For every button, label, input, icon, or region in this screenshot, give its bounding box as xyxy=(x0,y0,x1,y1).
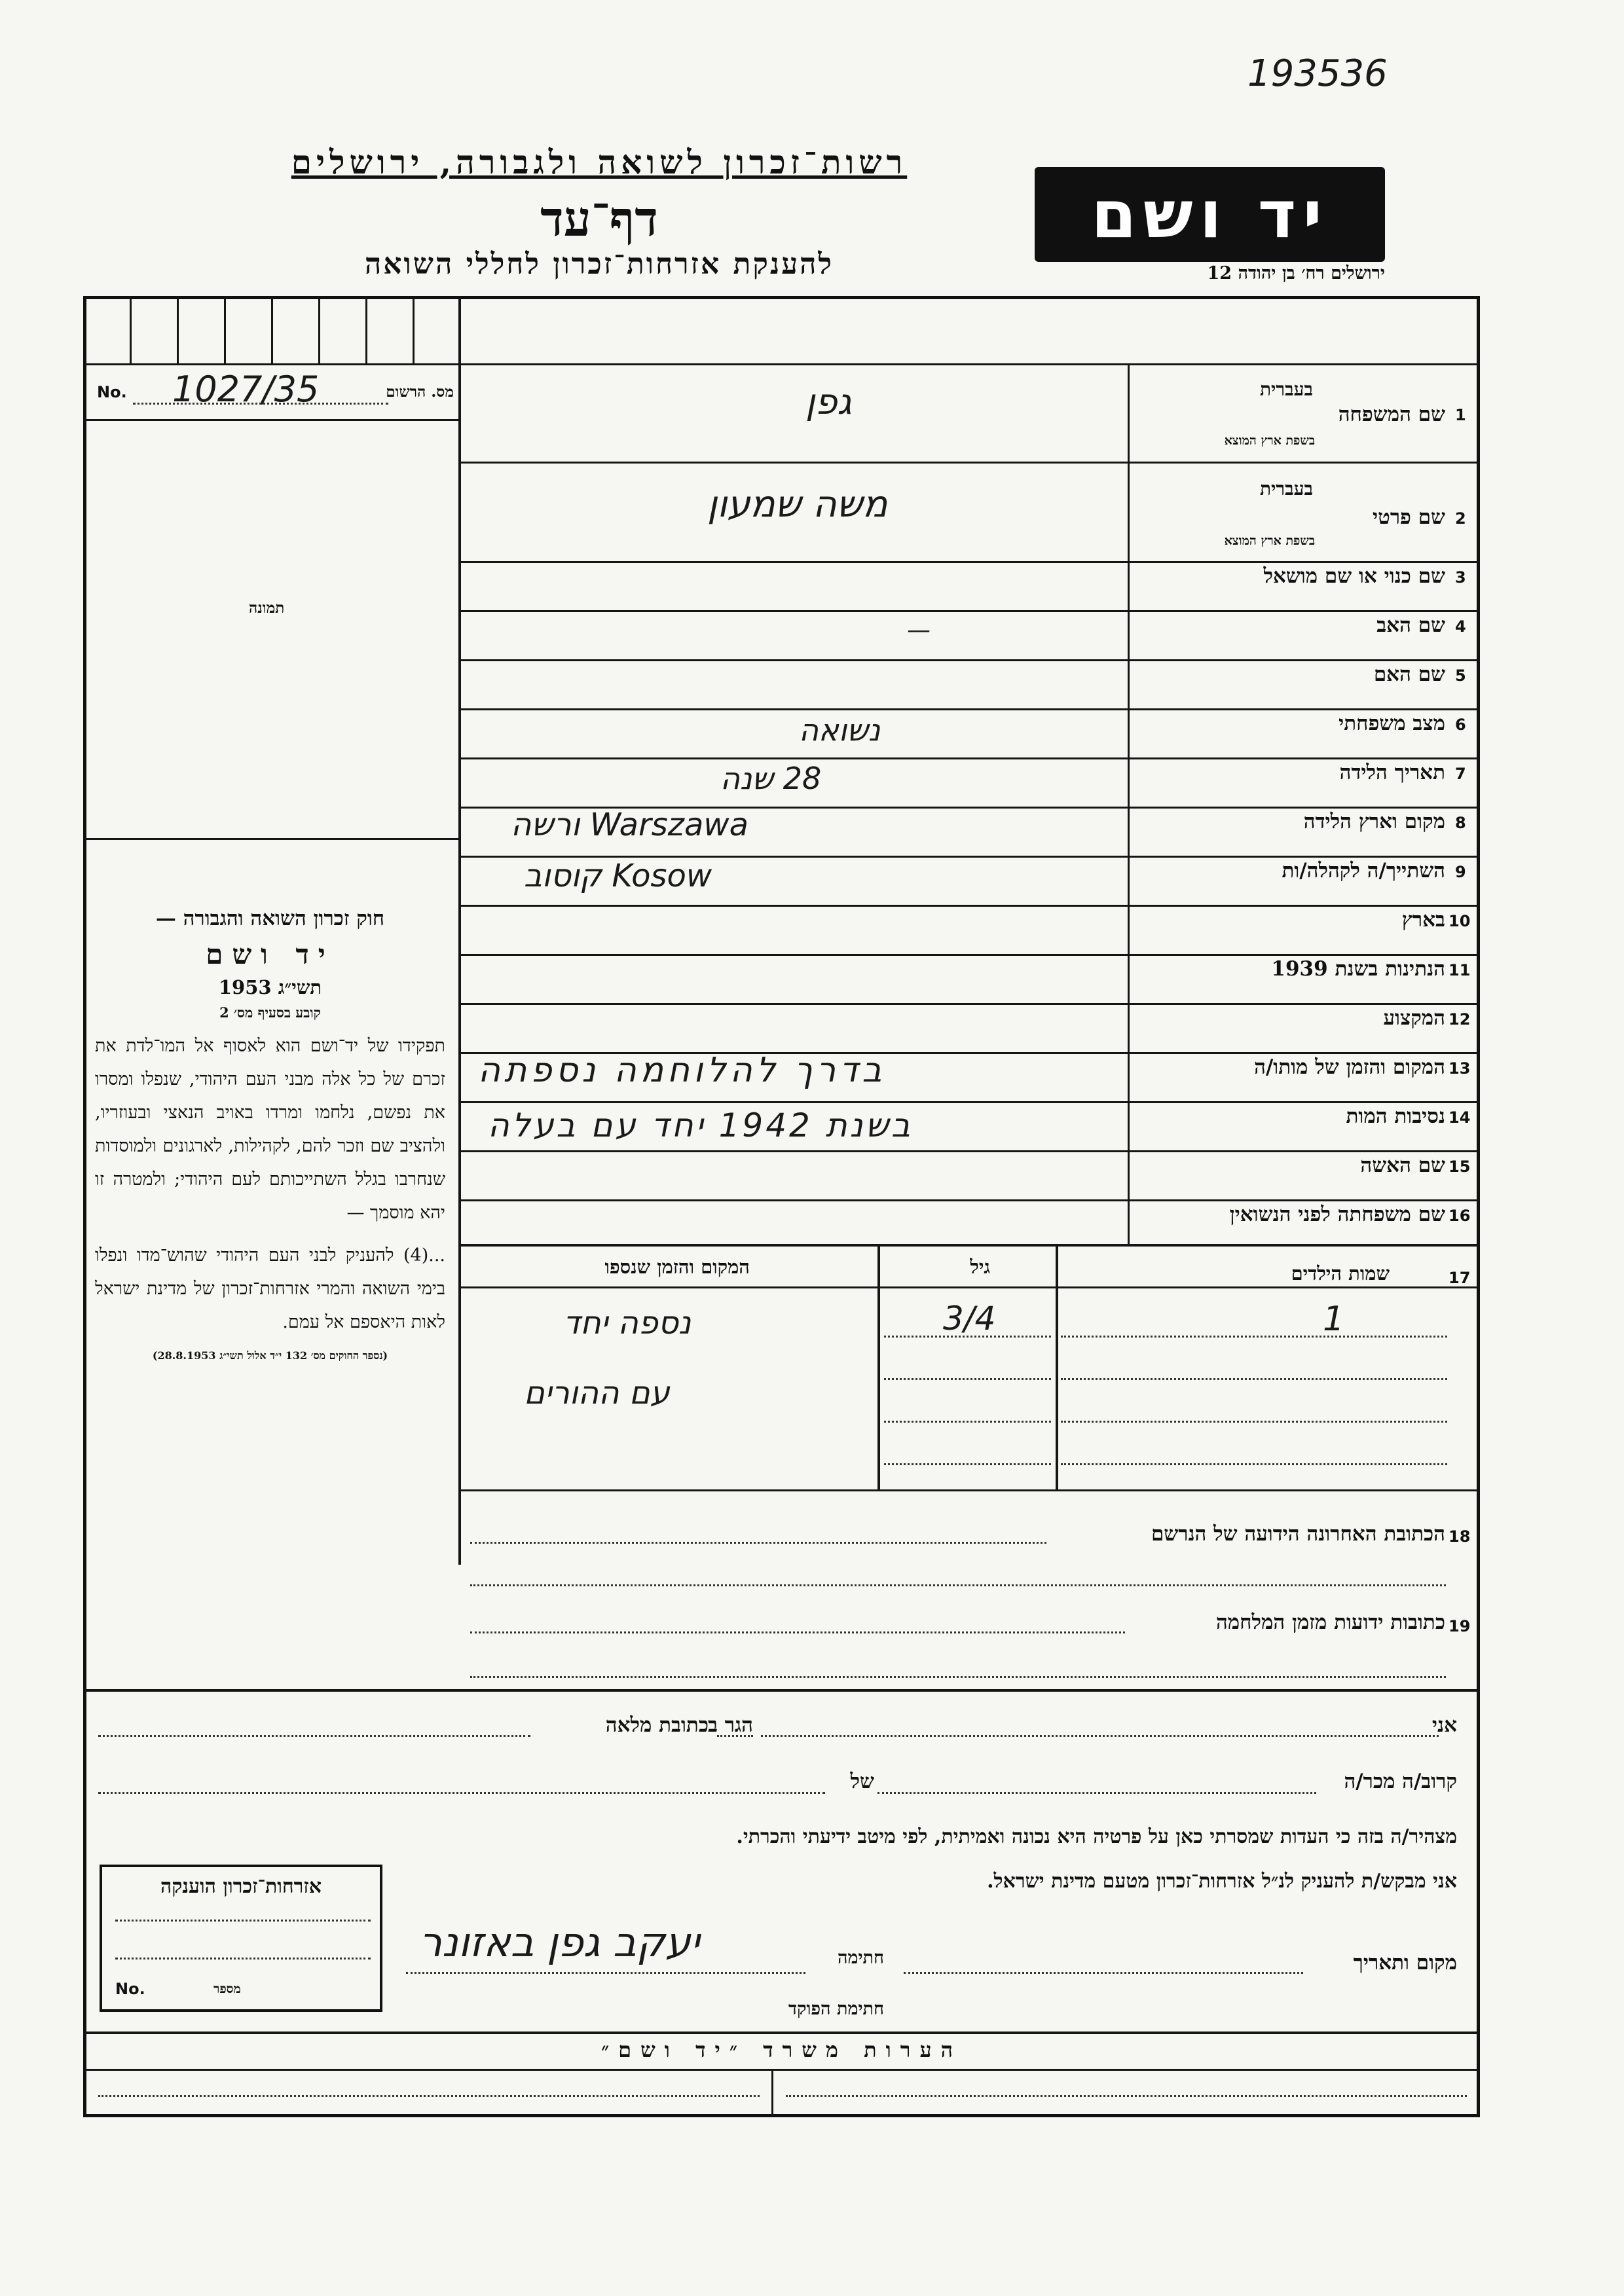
form-title: דף־עד xyxy=(540,191,658,247)
law-title: חוק זכרון השואה והגבורה — xyxy=(155,907,385,930)
registration-number xyxy=(97,369,454,412)
law-reference: (נספר החוקים מס׳ 132 י״ד אלול תשי״ג 28.8.1953) xyxy=(152,1349,388,1362)
authority-title: רשות־זכרון לשואה ולגבורה, ירושלים xyxy=(291,143,908,181)
family-name-value: גפן xyxy=(805,381,852,422)
field-label: שם משפחתה לפני הנשואין xyxy=(1229,1203,1445,1226)
declaration-statement-2: אני מבקש/ת להעניק לנ״ל אזרחות־זכרון מטעם מדינת ישראל. xyxy=(987,1870,1457,1893)
photo-label: תמונה xyxy=(249,599,285,617)
field-label: בארץ xyxy=(1401,908,1445,932)
child-age-value: 3/4 xyxy=(943,1300,996,1338)
law-name: יד ושם xyxy=(206,938,335,970)
form-subtitle: להענקת אזרחות־זכרון לחללי השואה xyxy=(364,247,834,281)
field-label: מקום וארץ הלידה xyxy=(1303,810,1445,833)
field-number: 12 xyxy=(1449,1010,1471,1029)
field-number: 6 xyxy=(1455,716,1466,734)
field-number: 11 xyxy=(1449,961,1471,979)
citizenship-box-no: No. xyxy=(115,1980,145,1998)
law-text xyxy=(95,907,445,1362)
field-number: 3 xyxy=(1455,568,1466,587)
field-label: שם האם xyxy=(1373,663,1445,686)
field-number: 2 xyxy=(1455,509,1466,528)
father-name-value: — xyxy=(907,617,931,644)
registration-no-label: No. xyxy=(97,383,127,401)
field-label: מצב משפחתי xyxy=(1338,712,1445,735)
community-value: קוסוב Kosow xyxy=(524,858,712,894)
logo-text: יד ושם xyxy=(1091,176,1329,253)
death-place-value: בדרך להלוחמה נספתה xyxy=(478,1051,886,1090)
archive-number: 193536 xyxy=(1247,52,1388,95)
field-label: השתייך/ה לקהלה/ות xyxy=(1282,859,1445,883)
declaration-full-address: כתובת מלאה xyxy=(605,1713,709,1737)
field-number: 16 xyxy=(1449,1207,1471,1225)
law-year: תשי״ג 1953 xyxy=(218,976,322,998)
field-label: המקום והזמן של מותו/ה xyxy=(1254,1055,1445,1079)
law-paragraph-1: תפקידו של יד־ושם הוא לאסוף אל המו־לדת את זכרם של כל אלה מבני העם היהודי, שנפלו ומסרו את נפשם, נלחמו ומרדו באויב הנאצי ובעוזריו, ולהציב שם וזכר להם, לקהילות, לארגונים ולמוסדות שנחרבו בגלל השתייכותם לעם היהודי; ולמטרה זו יהא מוסמך — xyxy=(95,1036,445,1223)
field-number: 8 xyxy=(1455,814,1466,832)
field-number: 18 xyxy=(1449,1527,1471,1546)
field-number: 5 xyxy=(1455,666,1466,685)
field-label: שם האב xyxy=(1376,613,1445,637)
children-names-header: שמות הילדים xyxy=(1291,1262,1390,1285)
children-age-header: גיל xyxy=(970,1256,990,1278)
origin-language-sublabel: בשפת ארץ המוצא xyxy=(1224,534,1315,548)
field-number: 15 xyxy=(1449,1157,1471,1176)
children-place-header: המקום והזמן שנספו xyxy=(604,1256,750,1278)
place-date-label: מקום ותאריך xyxy=(1353,1951,1457,1975)
hebrew-sublabel: בעברית xyxy=(1259,378,1313,400)
hebrew-sublabel: בעברית xyxy=(1259,478,1313,500)
declaration-statement-1: מצהיר/ה בזה כי העדות שמסרתי כאן על פרטיה היא נכונה ואמיתית, לפי מיטב ידיעתי והכרתי. xyxy=(736,1825,1457,1848)
field-number: 4 xyxy=(1455,617,1466,636)
field-number: 13 xyxy=(1449,1059,1471,1078)
field-label: המקצוע xyxy=(1383,1006,1445,1030)
field-number: 9 xyxy=(1455,863,1466,881)
declaration-of: של xyxy=(850,1770,874,1793)
remarks-header: הערות משרד ״יד ושם״ xyxy=(601,2037,962,2062)
declaration-i: אני xyxy=(1431,1713,1457,1737)
declaration-relative: קרוב/ה מכר/ה xyxy=(1344,1770,1457,1793)
field-number: 7 xyxy=(1455,765,1466,783)
field-number: 19 xyxy=(1449,1617,1471,1635)
birthplace-value: ורשה Warszawa xyxy=(511,807,749,843)
field-label: תאריך הלידה xyxy=(1339,761,1445,784)
field-label: כתובות ידועות מזמן המלחמה xyxy=(1215,1611,1445,1634)
field-label: שם האשה xyxy=(1360,1154,1445,1177)
field-label: הנתינות בשנת 1939 xyxy=(1271,957,1445,981)
death-circumstances-value: בשנת 1942 יחד עם בעלה xyxy=(488,1106,913,1144)
field-label: הכתובת האחרונה הידועה של הנרשם xyxy=(1151,1522,1445,1546)
citizenship-box-title: אזרחות־זכרון הוענקה xyxy=(160,1875,322,1898)
law-clause: קובע בסעיף מס׳ 2 xyxy=(219,1004,321,1021)
field-number: 14 xyxy=(1449,1108,1471,1127)
field-label: שם כנוי או שם מושאל xyxy=(1263,564,1445,588)
child-death-place-line2: עם ההורים xyxy=(524,1375,670,1412)
child-name-value: 1 xyxy=(1323,1300,1345,1339)
witness-signature: יעקב גפן באזונר xyxy=(419,1918,700,1966)
law-paragraph-2: ...(4) להעניק לבני העם היהודי שהוש־מדו ונפלו בימי השואה והמרי אזרחות־זכרון של מדינת ישראל לאות היאספם אל עמם. xyxy=(95,1245,445,1332)
birth-date-value: 28 שנה xyxy=(720,761,822,796)
yad-vashem-logo xyxy=(1035,167,1385,262)
officer-signature-label: חתימת הפוקד xyxy=(788,1999,884,2019)
citizenship-box-number-label: מספר xyxy=(213,1982,241,1996)
child-death-place-line1: נספה יחד xyxy=(563,1305,692,1341)
registration-heb-label: מס. הרשום xyxy=(386,383,454,401)
field-label: שם פרטי xyxy=(1372,505,1445,529)
field-label: שם המשפחה xyxy=(1338,403,1445,426)
first-name-value: משה שמעון xyxy=(707,483,888,526)
registration-value: 1027/35 xyxy=(172,369,320,410)
marital-status-value: נשואה xyxy=(799,712,881,748)
field-number: 1 xyxy=(1455,406,1466,424)
field-number: 10 xyxy=(1449,912,1471,930)
field-number: 17 xyxy=(1449,1269,1471,1287)
field-label: נסיבות המות xyxy=(1346,1104,1445,1128)
citizenship-box xyxy=(100,1865,382,2012)
declaration-resident: הגר ב xyxy=(707,1713,753,1737)
yad-vashem-address: ירושלים רח׳ בן יהודה 12 xyxy=(1207,263,1385,283)
origin-language-sublabel: בשפת ארץ המוצא xyxy=(1224,433,1315,448)
signature-label: חתימה xyxy=(837,1948,884,1968)
